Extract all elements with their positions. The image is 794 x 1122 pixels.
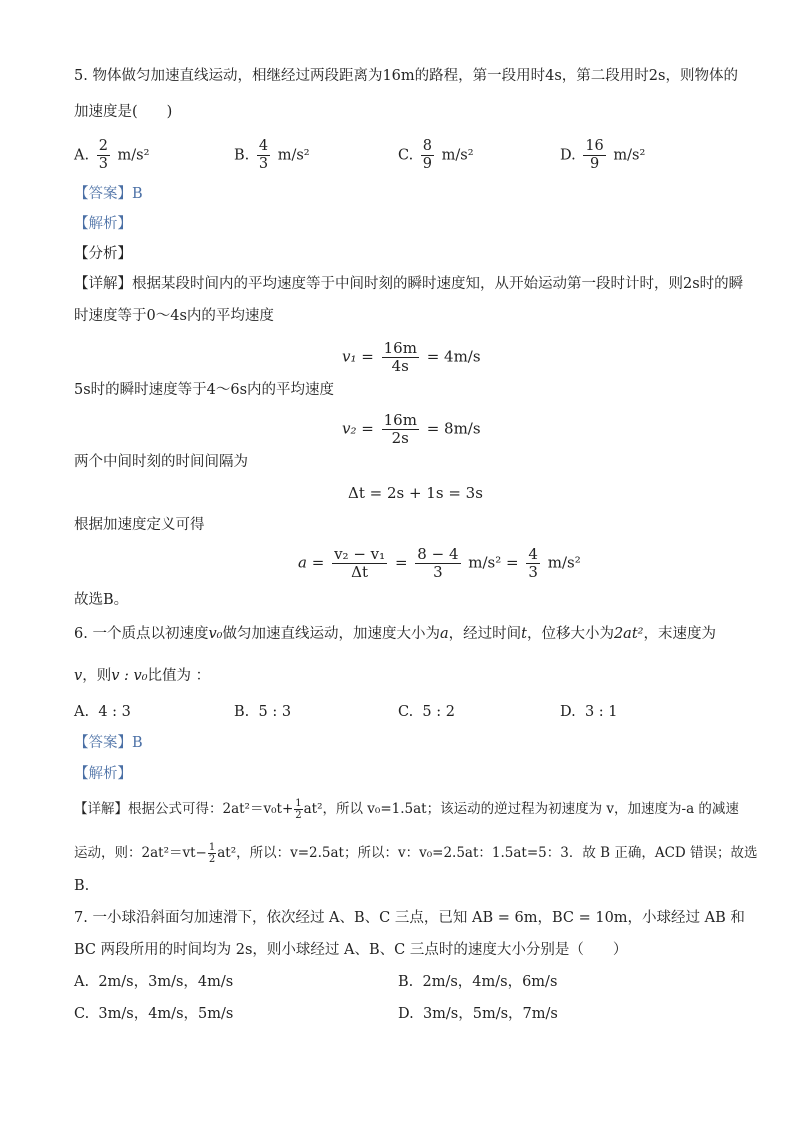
q5-fenxi-tag: 【分析】 bbox=[74, 246, 132, 262]
q5-equation-v1: v₁ = $\frac{16m}{4s}$ = 4m/s bbox=[342, 339, 481, 375]
q7-option-b: B. 2m/s，4m/s，6m/s bbox=[398, 974, 558, 990]
q5-detail-line2: 时速度等于0～4s内的平均速度 bbox=[74, 308, 274, 324]
q5-line-interval: 两个中间时刻的时间间隔为 bbox=[74, 454, 248, 470]
q5-conclusion: 故选B。 bbox=[74, 592, 129, 608]
q5-analysis-tag: 【解析】 bbox=[74, 216, 132, 232]
q5-answer: 【答案】B bbox=[74, 186, 143, 202]
q5-equation-a: a = $\frac{\text{v₂ − v₁}}{\Delta t}$ = $\frac{8 - 4}{3}$ m/s² = $\frac{4}{3}$ m/s² bbox=[298, 545, 581, 581]
q5-stem-line1: 5. 物体做匀加速直线运动，相继经过两段距离为16m的路程，第一段用时4s，第二段用时2s，则物体的 bbox=[74, 68, 738, 84]
q6-option-a: A. 4 : 3 bbox=[74, 704, 131, 720]
q7-option-a: A. 2m/s，3m/s，4m/s bbox=[74, 974, 234, 990]
q7-stem-line1: 7. 一小球沿斜面匀加速滑下，依次经过 A、B、C 三点，已知 AB = 6m，BC = 10m，小球经过 AB 和 bbox=[74, 910, 745, 926]
q6-detail-line2: 运动，则：2at²＝vt− $\frac{1}{2}$ at²，所以：v=2.5at；所以：v：v₀=2.5at：1.5at=5：3．故 B 正确，ACD 错误；故选 bbox=[74, 842, 758, 865]
q6-analysis-tag: 【解析】 bbox=[74, 766, 132, 782]
q6-option-c: C. 5 : 2 bbox=[398, 704, 455, 720]
q5-detail-line1: 【详解】根据某段时间内的平均速度等于中间时刻的瞬时速度知，从开始运动第一段时计时，则2s时的瞬 bbox=[74, 276, 744, 292]
q5-option-c: C. $\frac{8}{9}$ m/s² bbox=[398, 138, 474, 172]
q5-option-d: D. $\frac{16}{9}$ m/s² bbox=[560, 138, 646, 172]
q6-option-d: D. 3 : 1 bbox=[560, 704, 618, 720]
q7-stem-line2: BC 两段所用的时间均为 2s，则小球经过 A、B、C 三点时的速度大小分别是（ ） bbox=[74, 942, 628, 958]
q6-stem-line2: v，则v : v₀比值为 ： bbox=[74, 668, 211, 684]
q7-option-d: D. 3m/s，5m/s，7m/s bbox=[398, 1006, 558, 1022]
q5-line-5s: 5s时的瞬时速度等于4～6s内的平均速度 bbox=[74, 382, 335, 398]
q5-stem-line2: 加速度是( ) bbox=[74, 104, 173, 120]
q6-detail-line1: 【详解】根据公式可得：2at²＝v₀t+ $\frac{1}{2}$ at²，所以 v₀=1.5at；该运动的逆过程为初速度为 v，加速度为-a 的减速 bbox=[74, 798, 739, 821]
q7-option-c: C. 3m/s，4m/s，5m/s bbox=[74, 1006, 234, 1022]
q6-detail-line3: B. bbox=[74, 878, 90, 894]
q5-equation-dt: Δt = 2s + 1s = 3s bbox=[348, 484, 483, 502]
q5-equation-v2: v₂ = $\frac{16m}{2s}$ = 8m/s bbox=[342, 411, 481, 447]
q6-answer: 【答案】B bbox=[74, 735, 143, 751]
q6-option-b: B. 5 : 3 bbox=[234, 704, 292, 720]
q5-line-def: 根据加速度定义可得 bbox=[74, 517, 205, 533]
q5-option-b: B. $\frac{4}{3}$ m/s² bbox=[234, 138, 310, 172]
q5-option-a: A. $\frac{2}{3}$ m/s² bbox=[74, 138, 150, 172]
q6-stem-line1: 6. 一个质点以初速度v₀做匀加速直线运动，加速度大小为a，经过时间t，位移大小为2at²，末速度为 bbox=[74, 626, 716, 642]
